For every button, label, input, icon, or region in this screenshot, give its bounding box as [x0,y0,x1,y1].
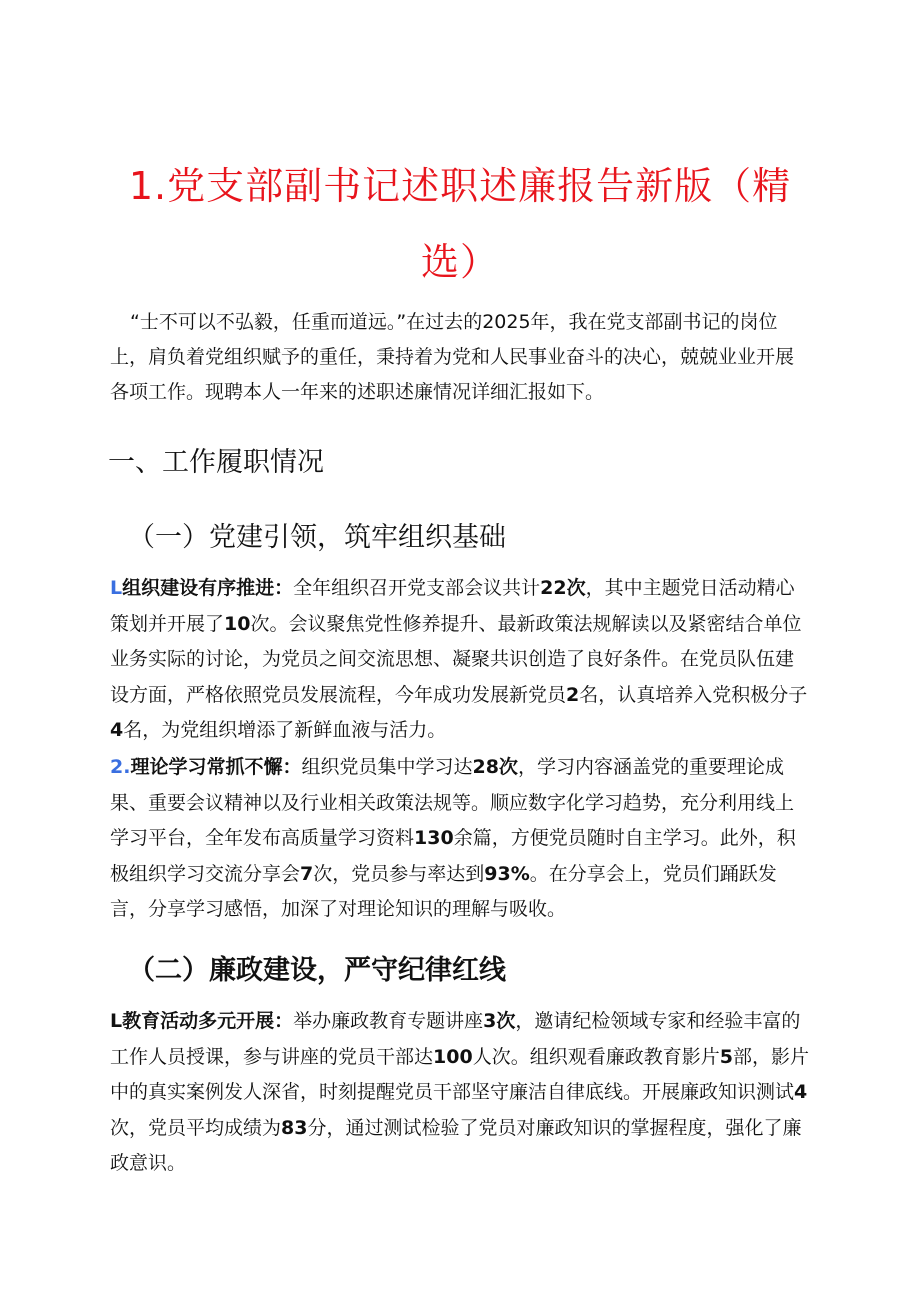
item-number-highlight: 28次 [472,756,518,778]
item-text: 名，认真培养入党积极分子 [579,683,808,706]
item-number-highlight: 5 [719,1045,733,1068]
item-number-highlight: 130 [414,827,454,849]
item-text: ，学习内容涵盖党的重要理论成果、重要会议精神以及行业相关政策法规等。顺应数字化学习趋势，充分利用线上学习平台，全年发布高质量学习资料 [110,756,795,849]
item-text: 。在分享会上，党员们踊跃发言，分享学习感悟，加深了对理论知识的理解与吸收。 [110,862,777,920]
document-title-line-2: 选） [420,240,499,284]
item-text: 分，通过测试检验了党员对廉政知识的掌握程度，强化了廉政意识。 [110,1116,802,1174]
list-item-number: 2. [110,756,131,778]
item-number-highlight: 4 [794,1081,808,1103]
item-number-highlight: 3次 [483,1010,516,1032]
list-item-number: L [110,1010,123,1032]
item-text: 人次。组织观看廉政教育影片 [472,1045,720,1068]
item-text: 组织党员集中学习达 [301,756,473,778]
list-item-organization-building [110,571,810,749]
list-item-heading: 组织建设有序推进： [122,577,294,599]
list-item-heading: 教育活动多元开展： [122,1010,294,1032]
item-text: ，邀请纪检领域专家和经验丰富的工作人员授课，参与讲座的党员干部达 [110,1010,801,1068]
item-number-highlight: 10 [224,612,251,635]
list-item-education-activities [110,1004,810,1182]
item-number-highlight: 100 [433,1045,473,1068]
document-title-line-1: 1.党支部副书记述职述廉报告新版（精 [128,164,792,208]
list-item-heading: 理论学习常抓不懈： [130,756,302,778]
item-text: 部，影片中的真实案例发人深省，时刻提醒党员干部坚守廉洁自律底线。开展廉政知识测试 [110,1045,809,1103]
intro-paragraph: “士不可以不弘毅，任重而道远。”在过去的2025年，我在党支部副书记的岗位上，肩负着党组织赋予的重任，秉持着为党和人民事业奋斗的决心，兢兢业业开展各项工作。现聘本人一年来的述职述廉情况详细汇报如下。 [110,311,795,403]
item-text: 次，党员参与率达到 [313,862,485,885]
item-number-highlight: 4 [110,719,124,741]
list-item-number: L [110,577,123,599]
item-text: 名，为党组织增添了新鲜血液与活力。 [123,719,447,741]
item-number-highlight: 7 [300,862,314,885]
item-number-highlight: 22次 [540,577,586,599]
item-text: 次，党员平均成绩为 [110,1116,282,1139]
item-text: 举办廉政教育专题讲座 [293,1010,484,1032]
item-text: ，其中主题党日活动精心策划并开展了 [110,577,795,635]
list-item-theory-study [110,750,810,928]
item-text: 全年组织召开党支部会议共计 [293,577,541,599]
subsection-heading-party-building: （一）党建引领，筑牢组织基础 [128,522,506,553]
item-text: 次。会议聚焦党性修养提升、最新政策法规解读以及紧密结合单位业务实际的讨论，为党员之间交流思想、凝聚共识创造了良好条件。在党员队伍建设方面，严格依照党员发展流程，今年成功发展新党员 [110,612,802,706]
item-text: 余篇，方便党员随时自主学习。此外，积极组织学习交流分享会 [110,827,796,885]
item-number-highlight: 83 [281,1116,308,1139]
subsection-heading-integrity: （二）廉政建设，严守纪律红线 [128,955,506,986]
item-number-highlight: 93% [484,862,530,885]
item-number-highlight: 2 [566,683,580,706]
section-heading-work-performance: 一、工作履职情况 [108,447,324,478]
